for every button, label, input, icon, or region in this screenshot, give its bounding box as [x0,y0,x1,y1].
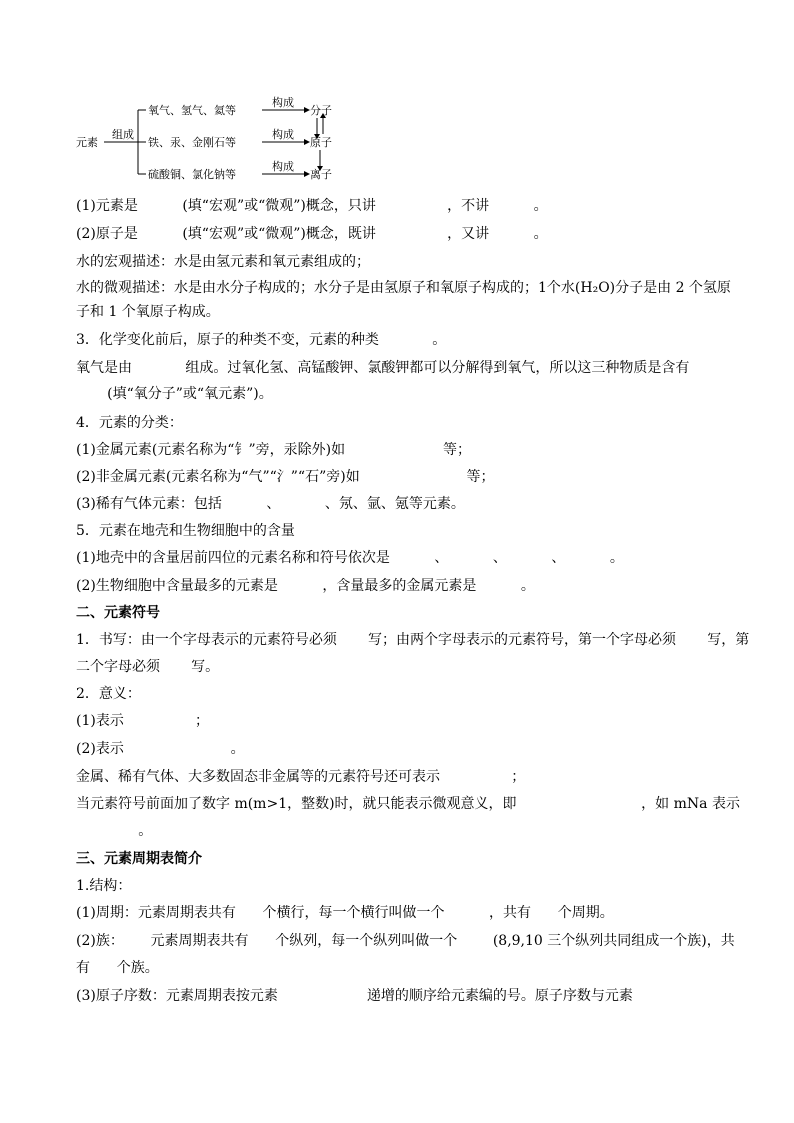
diagram-source-2: 铁、汞、金刚石等 [148,136,236,149]
text-line: 有 个族。 [76,960,159,976]
diagram-source-1: 氧气、氢气、氦等 [148,104,236,117]
diagram-compose-label: 组成 [112,128,134,141]
text-line: 水的宏观描述：水是由氢元素和氧元素组成的； [76,254,370,270]
diagram-particle-ion: 离子 [310,168,332,181]
text-line: (3)原子序数：元素周期表按元素 递增的顺序给元素编的号。原子序数与元素 [76,988,633,1004]
text-line: (2)族： 元素周期表共有 个纵列，每一个纵列叫做一个 (8,9,10 三个纵列共同组成一个族)，共 [76,933,735,949]
text-line: 二个字母必须 写。 [76,659,220,675]
text-line: (2)原子是 (填“宏观”或“微观”)概念，既讲 ，又讲 。 [76,226,548,242]
text-line: 水的微观描述：水是由水分子构成的；水分子是由氢原子和氧原子构成的；1个水(H₂O)分子是由 2 个氢原 [76,280,731,296]
diagram-root-label: 元素 [76,136,98,149]
text-line: 。 [76,823,153,839]
text-line: (2)非金属元素(元素名称为“气”“氵”“石”旁)如 等； [76,469,495,485]
diagram-relation-3: 构成 [272,160,294,173]
diagram-source-3: 硫酸铜、氯化钠等 [148,168,236,181]
text-line: 5．元素在地壳和生物细胞中的含量 [76,523,295,539]
text-line: 1.结构： [76,878,132,894]
text-line: (1)地壳中的含量居前四位的元素名称和符号依次是 、 、 、 。 [76,550,624,566]
text-line: (1)周期：元素周期表共有 个横行，每一个横行叫做一个 ，共有 个周期。 [76,905,614,921]
text-line: (1)表示 ； [76,713,210,729]
diagram-particle-molecule: 分子 [310,104,332,117]
text-line: (3)稀有气体元素：包括 、 、氖、氩、氪等元素。 [76,496,465,512]
text-line: 1．书写：由一个字母表示的元素符号必须 写；由两个字母表示的元素符号，第一个字母必须 写，第 [76,632,750,648]
text-line: 子和 1 个氧原子构成。 [76,304,220,320]
text-line: (1)金属元素(元素名称为“钅”旁，汞除外)如 等； [76,442,471,458]
section-heading: 二、元素符号 [76,605,160,621]
text-line: 氧气是由 组成。过氧化氢、高锰酸钾、氯酸钾都可以分解得到氧气，所以这三种物质是含有 [76,360,690,376]
text-line: (2)表示 。 [76,741,245,757]
diagram-relation-2: 构成 [272,128,294,141]
text-line: (填“氧分子”或“氧元素”)。 [76,386,273,402]
section-heading: 三、元素周期表简介 [76,851,202,867]
diagram-particle-atom: 原子 [310,136,332,149]
text-line: (1)元素是 (填“宏观”或“微观”)概念，只讲 ，不讲 。 [76,198,548,214]
text-line: 4．元素的分类： [76,415,183,431]
text-line: 当元素符号前面加了数字 m(m>1，整数)时，就只能表示微观意义，即 ，如 mNa 表示 [76,796,740,812]
text-line: (2)生物细胞中含量最多的元素是 ，含量最多的金属元素是 。 [76,578,535,594]
diagram-relation-1: 构成 [272,96,294,109]
text-line: 3．化学变化前后，原子的种类不变，元素的种类 。 [76,332,447,348]
text-line: 2．意义： [76,686,141,702]
element-composition-diagram [76,96,376,188]
text-line: 金属、稀有气体、大多数固态非金属等的元素符号还可表示 ； [76,769,526,785]
